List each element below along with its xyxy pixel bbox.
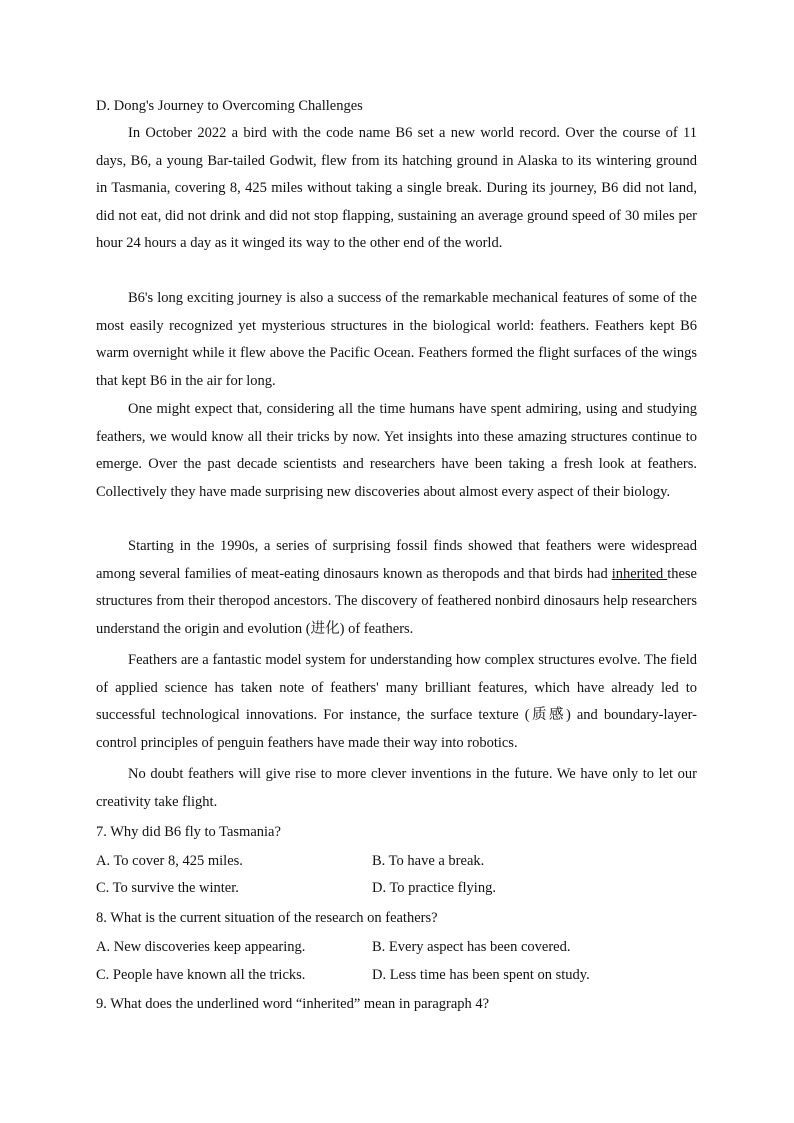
question-8-option-b: B. Every aspect has been covered. [372,939,571,955]
question-7-option-d: D. To practice flying. [372,880,496,896]
question-7-option-a: A. To cover 8, 425 miles. [96,853,243,869]
paragraph-2: B6's long exciting journey is also a success of the remarkable mechanical features of some of the most easily recognized yet mysterious structures in the biological world: feathers. Feathers kept B6 warm overnight while it flew above the Pacific Ocean. Feathers formed the flight surfaces of the wings that kept B6 in the air for long. [96,290,697,389]
passage-title: D. Dong's Journey to Overcoming Challenges [96,98,363,114]
question-7-option-c: C. To survive the winter. [96,880,239,896]
question-8-option-c: C. People have known all the tricks. [96,967,306,983]
question-7-option-b: B. To have a break. [372,853,485,869]
underlined-word: inherited [611,565,668,582]
paragraph-3: One might expect that, considering all the time humans have spent admiring, using and studying feathers, we would know all their tricks by now. Yet insights into these amazing structures continue to emerge. Over the past decade scientists and researchers have been taking a fresh look at feathers. Collectively they have made surprising new discoveries about almost every aspect of their biology. [96,401,697,500]
paragraph-1: In October 2022 a bird with the code name B6 set a new world record. Over the course of 11 days, B6, a young Bar-tailed Godwit, flew from its hatching ground in Alaska to its wintering ground in Tasmania, covering 8, 425 miles without taking a single break. During its journey, B6 did not land, did not eat, did not drink and did not stop flapping, sustaining an average ground speed of 30 miles per hour 24 hours a day as it winged its way to the other end of the world. [96,125,697,252]
question-8-option-d: D. Less time has been spent on study. [372,967,590,983]
question-8-stem: 8. What is the current situation of the research on feathers? [96,910,438,926]
paragraph-6: No doubt feathers will give rise to more clever inventions in the future. We have only to let our creativity take flight. [96,766,697,810]
paragraph-4-text-b: these structures from their theropod ancestors. The discovery of feathered nonbird dinosaurs help researchers understand the origin and evolution (进化) of feathers. [96,565,697,637]
paragraph-5: Feathers are a fantastic model system for understanding how complex structures evolve. The field of applied science has taken note of feathers' many brilliant features, which have already led to successful technological innovations. For instance, the surface texture (质感) and boundary-layer-control principles of penguin feathers have made their way into robotics. [96,652,697,751]
paragraph-4 [96,533,697,643]
question-8-option-a: A. New discoveries keep appearing. [96,939,306,955]
question-9-stem: 9. What does the underlined word “inherited” mean in paragraph 4? [96,996,490,1012]
paragraph-4-text-a: Starting in the 1990s, a series of surprising fossil finds showed that feathers were widespread among several families of meat-eating dinosaurs known as theropods and that birds had [96,538,697,582]
question-7-stem: 7. Why did B6 fly to Tasmania? [96,824,281,840]
